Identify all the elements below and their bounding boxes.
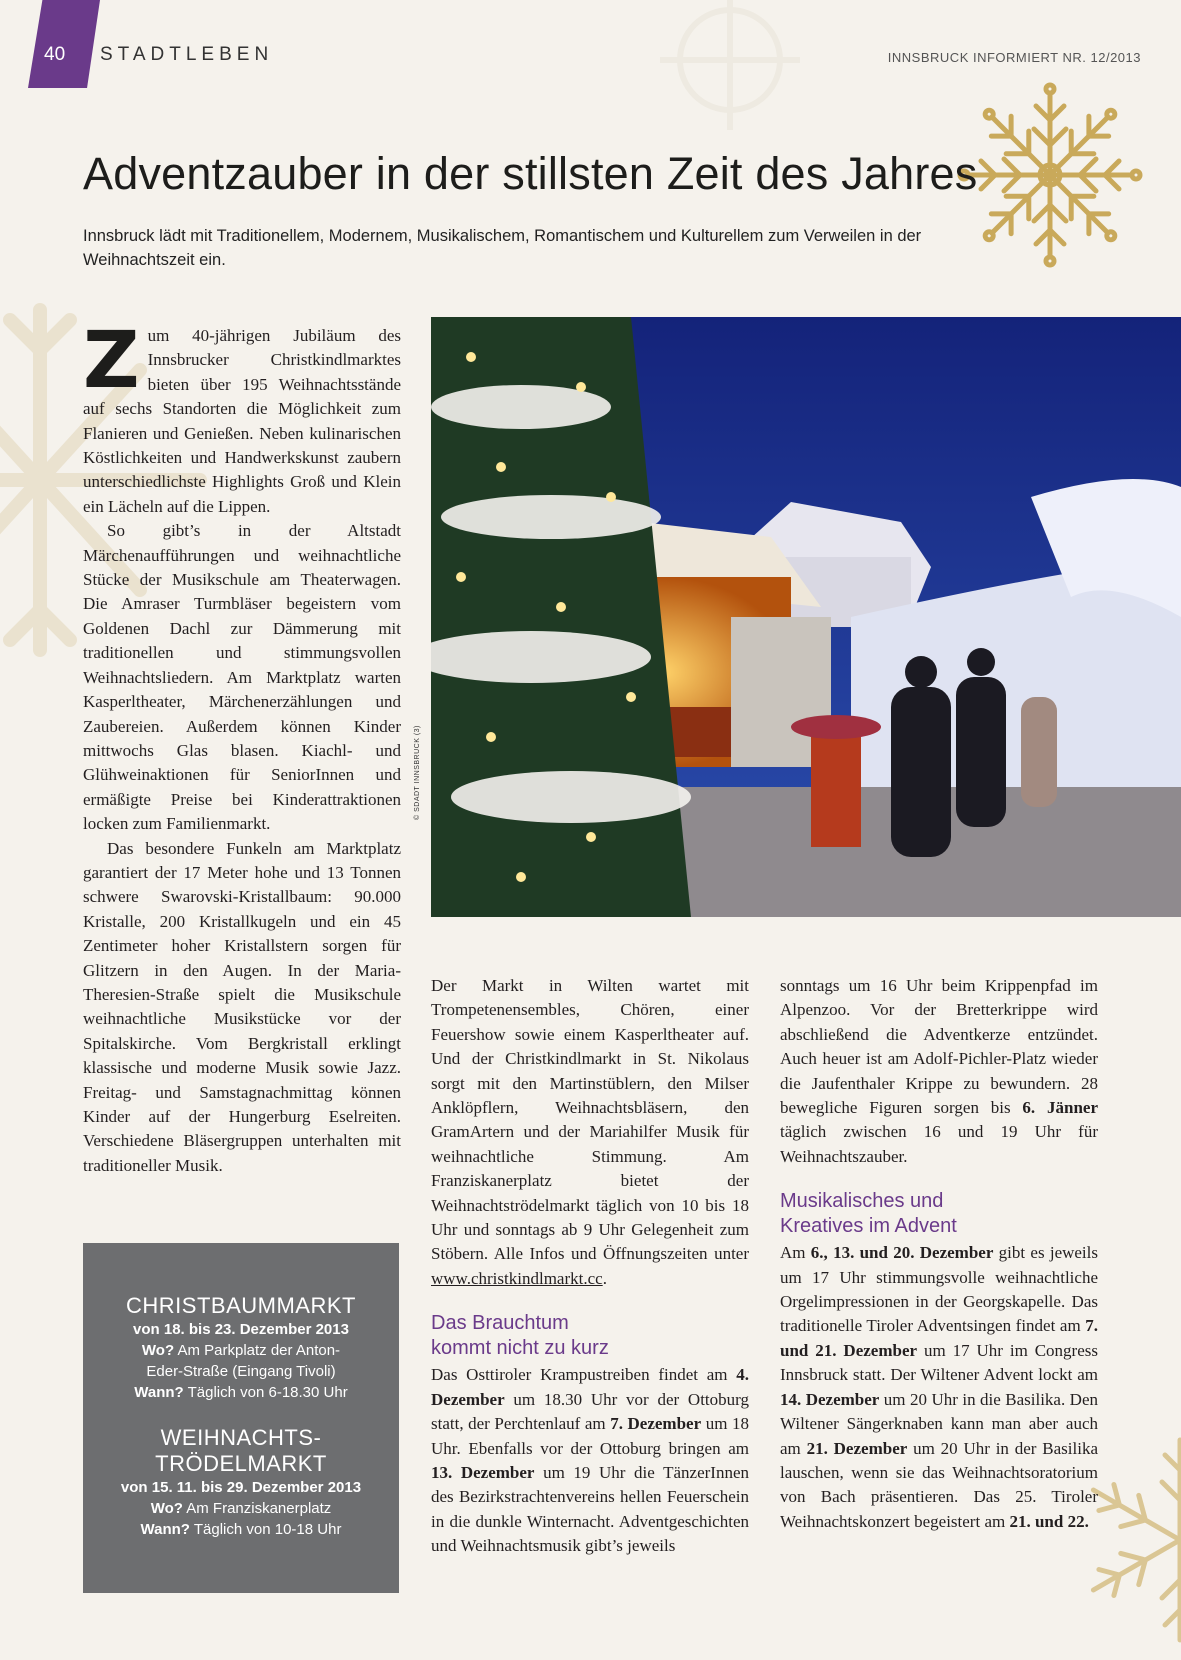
- snowflake-gold-icon: [955, 80, 1145, 270]
- christkindlmarkt-link[interactable]: www.christkindlmarkt.cc: [431, 1268, 603, 1288]
- page-number: 40: [44, 44, 66, 65]
- photo-credit: © SDADT INNSBRUCK (3): [414, 725, 421, 820]
- paragraph-text: Der Markt in Wilten wartet mit Trompetenensembles, Chören, einer Feuershow sowie einem Kasperltheater auf. Und der Christkindlmarkt in St. Nikolaus sorgt mit den Martinstüblern, den Milser Anklöpflern, Weihnachtsbläsern, den GramArtern und der Mariahilfer Musik für weihnachtliche Stimmung. Am Franziskanerplatz bietet der Weihnachtströdelmarkt täglich von 10 bis 18 Uhr und sonntags ab 9 Uhr Gelegenheit zum Stöbern. Alle Infos und Öffnungszeiten unter: [431, 976, 749, 1264]
- article-headline: Adventzauber in der stillsten Zeit des Jahres: [83, 148, 978, 199]
- article-lead: Innsbruck lädt mit Traditionellem, Modernem, Musikalischem, Romantischem und Kulturellem zum Verweilen in der Weihnachtszeit ein.: [83, 227, 922, 269]
- market-hours: Wann? Täglich von 6-18.30 Uhr: [134, 1384, 348, 1401]
- paragraph-text: um 40-jährigen Jubiläum des Innsbrucker Christkindlmarktes bieten über 195 Weihnachtsstände auf sechs Standorten die Möglichkeit zum Flanieren und Genießen. Neben kulinarischen Köstlichkeiten und Handwerkskunst zaubern unterschiedlichste Highlights Groß und Klein ein Lächeln auf die Lippen.: [83, 326, 401, 516]
- market-dates: von 15. 11. bis 29. Dezember 2013: [120, 1479, 362, 1496]
- market-title: WEIHNACHTS-: [160, 1425, 322, 1450]
- paragraph: [83, 316, 401, 519]
- market-location: Wo? Am Parkplatz der Anton-: [141, 1342, 341, 1359]
- section-title: STADTLEBEN: [100, 44, 274, 65]
- snowflake-decoration-top: [600, 0, 860, 150]
- subheading-line: kommt nicht zu kurz: [431, 1337, 609, 1360]
- subheading-line: Kreatives im Advent: [780, 1215, 957, 1238]
- photo-illustration: [431, 317, 1181, 917]
- market-hours: Wann? Täglich von 10-18 Uhr: [140, 1521, 342, 1538]
- christmas-market-photo: [431, 317, 1181, 917]
- paragraph: Das besondere Funkeln am Marktplatz garantiert der 17 Meter hohe und 13 Tonnen schwere Swarovski-Kristallbaum: 90.000 Kristalle, 200 Kristallkugeln und ein 45 Zentimeter hoher Kristallstern sorgen für Glitzern in den Augen. In der Maria-Theresien-Straße spielt die Musikschule weihnachtliche Musikstücke vor der Spitalskirche. Vom Bergkristall erklingt klassische und moderne Musik sowie Jazz. Freitag- und Samstagnachmittag können Kinder auf der Hungerburg Eselreiten. Verschiedene Bläsergruppen unterhalten mit traditioneller Musik.: [83, 838, 401, 1175]
- paragraph: Das Osttiroler Krampustreiben findet am 4. Dezember um 18.30 Uhr vor der Ottoburg statt, der Perchtenlauf am 7. Dezember um 18 Uhr. Ebenfalls vor der Ottoburg bringen am 13. Dezember um 19 Uhr die TänzerInnen des Bezirkstrachtenvereins hellen Feuerschein in die dunkle Winternacht. Adventgeschichten und Weihnachtsmusik gibt’s jeweils: [431, 1365, 750, 1556]
- article-column-3: [780, 974, 1098, 1534]
- market-dates: von 18. bis 23. Dezember 2013: [133, 1321, 349, 1338]
- paragraph: Der Markt in Wilten wartet mit Trompetenensembles, Chören, einer Feuershow sowie einem Kasperltheater auf. Und der Christkindlmarkt in St. Nikolaus sorgt mit den Martinstüblern, den Milser Anklöpflern, Weihnachtsbläsern, den GramArtern und der Mariahilfer Musik für weihnachtliche Stimmung. Am Franziskanerplatz bietet der Weihnachtströdelmarkt täglich von 10 bis 18 Uhr und sonntags ab 9 Uhr Gelegenheit zum Stöbern. Alle Infos und Öffnungszeiten unter www.christkindlmarkt.cc.: [431, 976, 749, 1288]
- subheading-brauchtum: [431, 1311, 749, 1361]
- article-column-1: [83, 316, 401, 1178]
- subheading-musikalisches: [780, 1189, 1098, 1239]
- paragraph: Am 6., 13. und 20. Dezember gibt es jeweils um 17 Uhr stimmungsvolle weihnachtliche Orgelimpressionen in der Georgskapelle. Das traditionelle Tiroler Adventsingen findet am 7. und 21. Dezember um 17 Uhr im Congress Innsbruck statt. Der Wiltener Advent lockt am 14. Dezember um 20 Uhr in die Basilika. Den Wiltener Sängerknaben kann man aber auch am 21. Dezember um 20 Uhr in der Basilika lauschen, wenn sie das Weihnachtsoratorium von Bach präsentieren. Das 25. Tiroler Weihnachtskonzert begeistert am 21. und 22.: [780, 1243, 1099, 1531]
- drop-cap: Z: [83, 316, 140, 406]
- paragraph: So gibt’s in der Altstadt Märchenaufführungen und weihnachtliche Stücke der Musikschule am Theaterwagen. Die Amraser Turmbläser begeistern vom Goldenen Dachl zur Dämmerung mit traditionellen und stimmungsvollen Weihnachtsliedern. Am Marktplatz warten Kasperltheater, Märchenerzählungen und Zaubereien. Außerdem können Kinder mittwochs Glas blasen. Kiachl- und Glühweinaktionen für SeniorInnen und ermäßigte Preise bei Kinderattraktionen locken zum Familienmarkt.: [83, 521, 401, 834]
- subheading-line: Das Brauchtum: [431, 1312, 569, 1335]
- issue-label: INNSBRUCK INFORMIERT NR. 12/2013: [887, 50, 1141, 65]
- market-info-box: [83, 1243, 399, 1593]
- subheading-line: Musikalisches und: [780, 1190, 944, 1213]
- market-location: Wo? Am Franziskanerplatz: [150, 1500, 332, 1517]
- article-column-2: [431, 974, 749, 1559]
- market-title: CHRISTBAUMMARKT: [126, 1293, 356, 1318]
- market-title-2: TRÖDELMARKT: [155, 1451, 327, 1476]
- market-location-2: Eder-Straße (Eingang Tivoli): [146, 1363, 336, 1380]
- snowflake-gold-bottom-icon: [1090, 1420, 1181, 1660]
- paragraph: sonntags um 16 Uhr beim Krippenpfad im Alpenzoo. Vor der Bretterkrippe wird abschließend die Adventkerze entzündet. Auch heuer ist am Adolf-Pichler-Platz wieder die Jaufenthaler Krippe zu bewundern. 28 bewegliche Figuren sorgen bis 6. Jänner täglich zwischen 16 und 19 Uhr für Weihnachtszauber.: [780, 976, 1098, 1166]
